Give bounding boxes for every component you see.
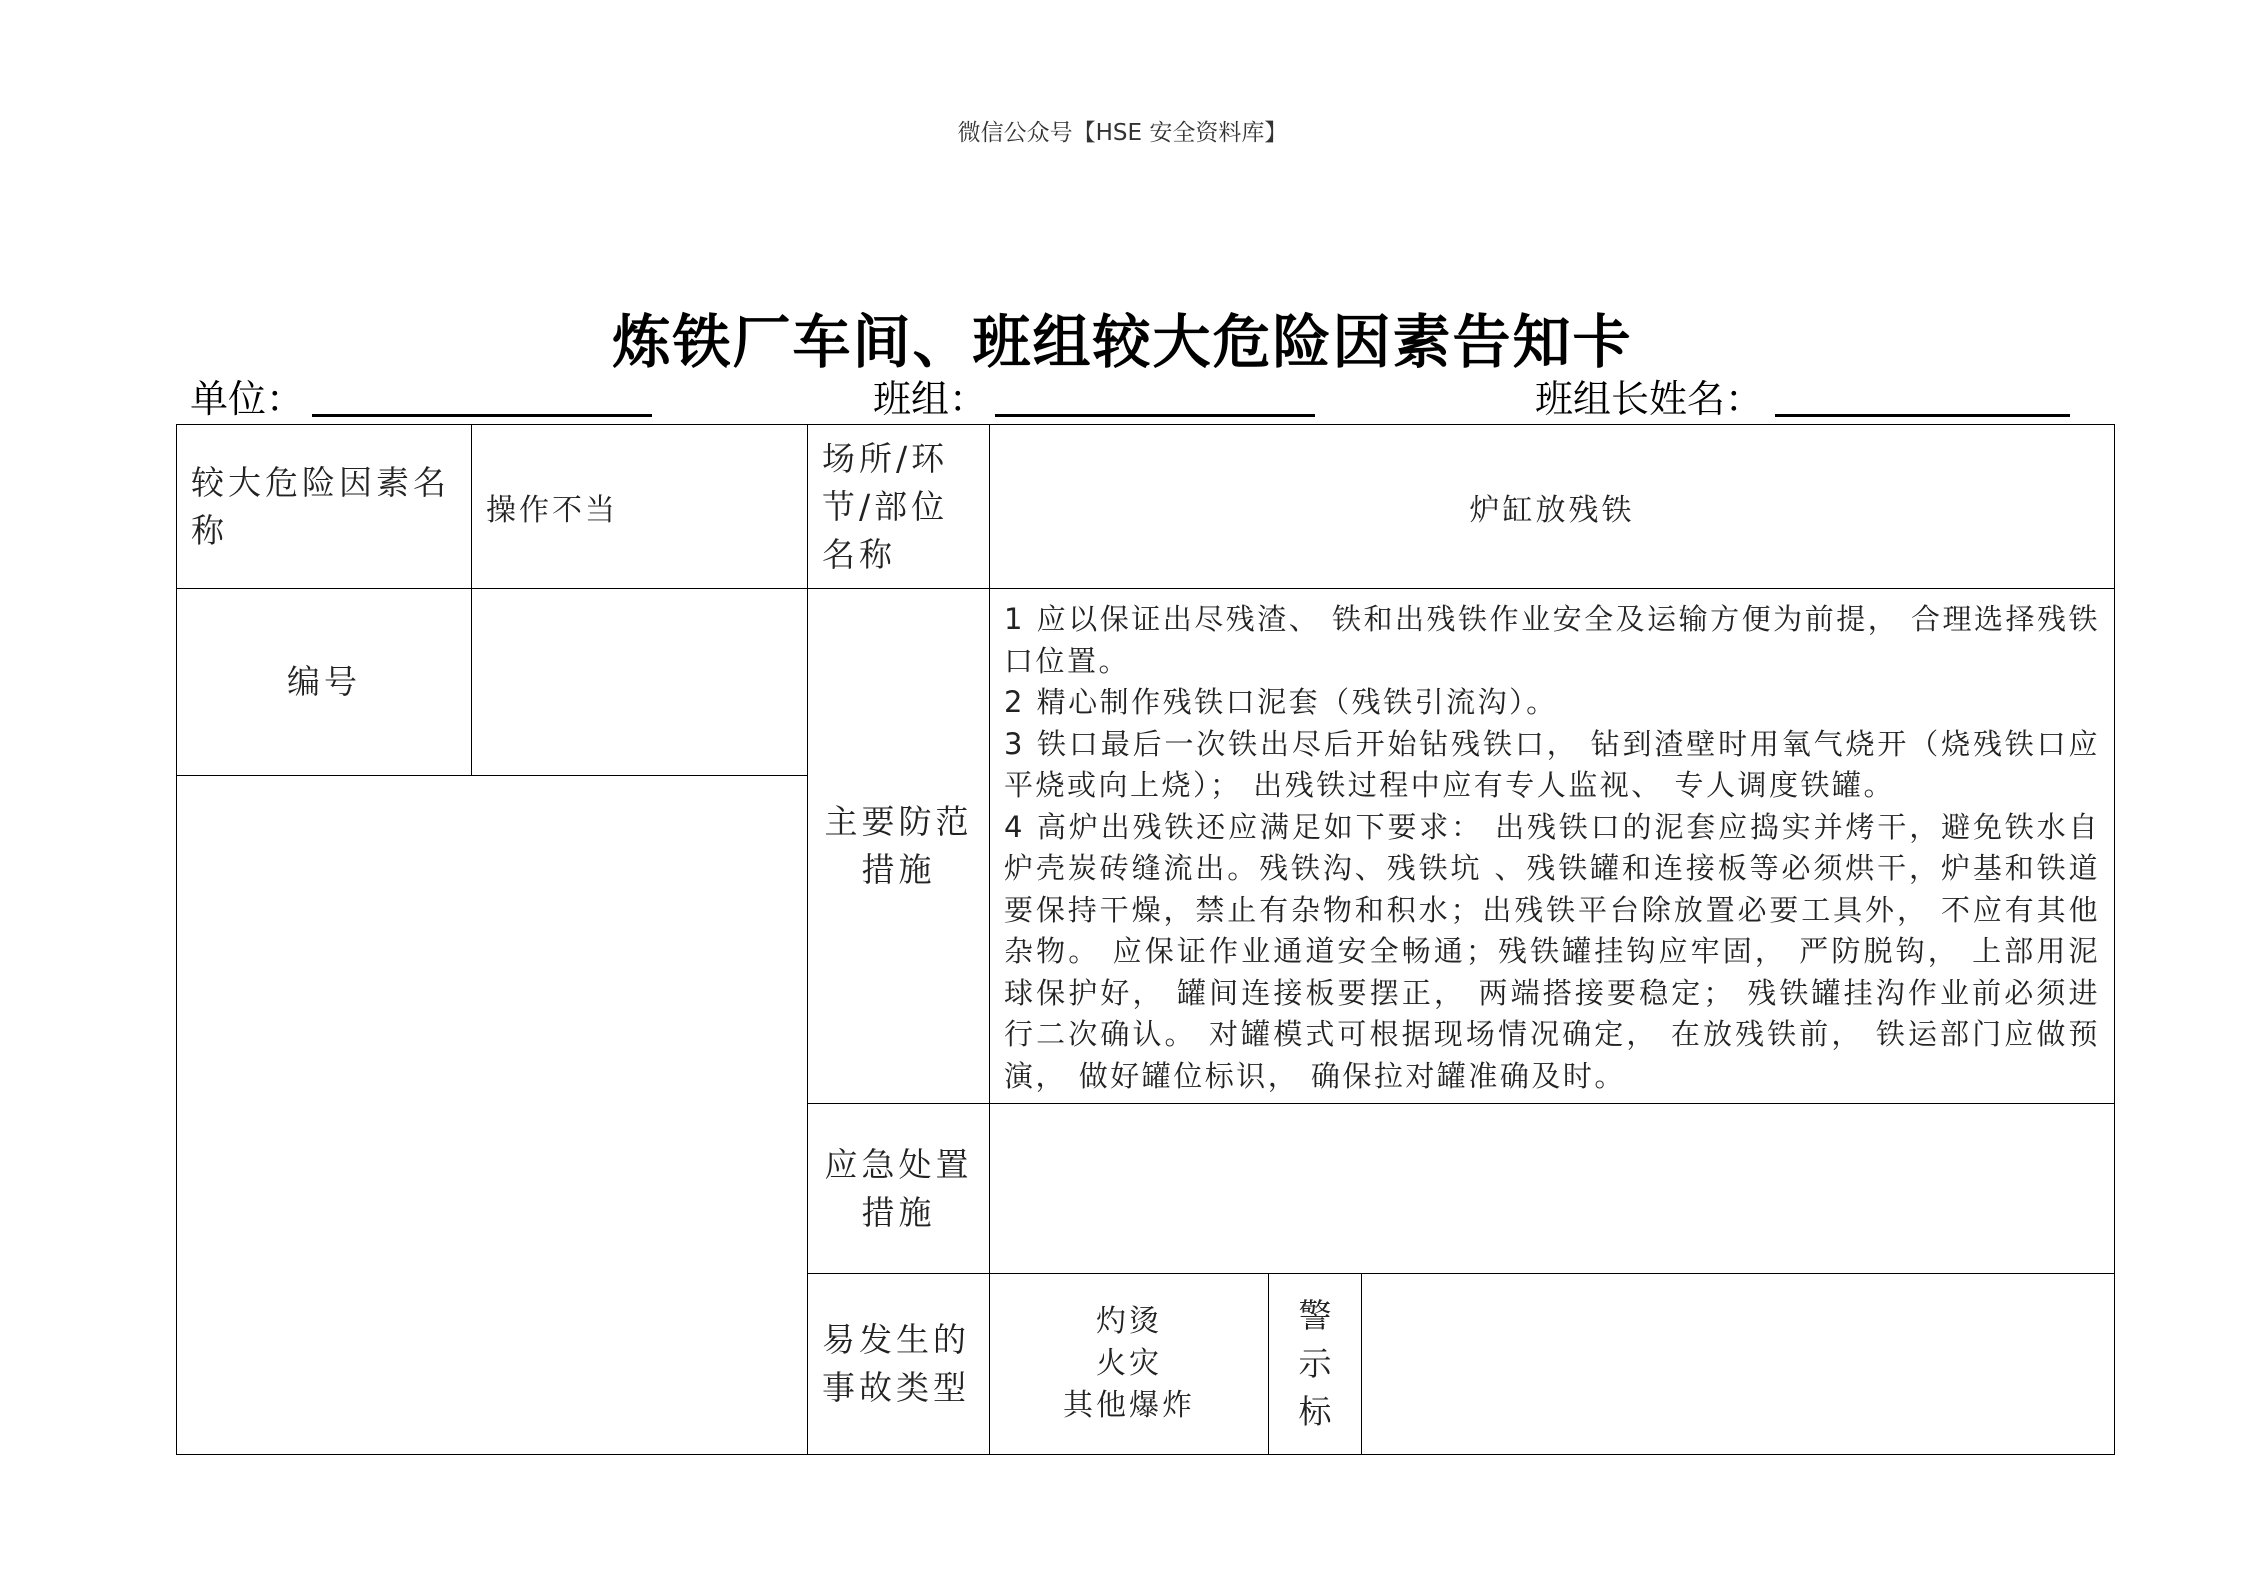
emergency-label: 应急处置措施 [808,1104,990,1274]
location-label: 场所/环节/部位名称 [808,425,990,589]
accident-types [990,1274,1269,1455]
accident-type-item: 灼烫 [1096,1304,1162,1339]
measure-item: 1 应以保证出尽残渣、 铁和出残铁作业安全及运输方便为前提， 合理选择残铁口位置。 [1004,602,2101,678]
warning-char: 示 [1298,1344,1332,1383]
accident-type-label: 易发生的事故类型 [808,1274,990,1455]
hazard-name-label: 较大危险因素名称 [177,425,472,589]
hazard-card-table [176,424,2115,1455]
warning-sign-area [1362,1274,2115,1455]
accident-type-item: 其他爆炸 [1063,1388,1195,1423]
emergency-value [990,1104,2115,1274]
team-blank-line [995,414,1315,417]
header-fields [190,368,2080,420]
unit-label: 单位： [190,377,305,421]
warning-char: 标 [1298,1392,1332,1431]
number-value [472,589,808,776]
number-label: 编号 [177,589,472,776]
warning-char: 警 [1298,1296,1332,1335]
blank-left-panel [177,776,808,1455]
leader-blank-line [1775,414,2070,417]
measure-item: 3 铁口最后一次铁出尽后开始钻残铁口， 钻到渣壁时用氧气烧开（烧残铁口应平烧或向上烧）； 出残铁过程中应有专人监视、 专人调度铁罐。 [1004,726,2101,802]
unit-blank-line [312,414,652,417]
accident-type-item: 火灾 [1096,1346,1162,1381]
leader-label: 班组长姓名： [1535,377,1764,421]
location-value: 炉缸放残铁 [990,425,2115,589]
team-label: 班组： [873,377,988,421]
page-title: 炼铁厂车间、班组较大危险因素告知卡 [612,308,1633,376]
watermark-text: 微信公众号【HSE 安全资料库】 [957,120,1288,146]
measures-content [990,589,2115,1104]
measure-item: 4 高炉出残铁还应满足如下要求： 出残铁口的泥套应捣实并烤干，避免铁水自炉壳炭砖缝流出。残铁沟、残铁坑 、残铁罐和连接板等必须烘干，炉基和铁道要保持干燥，禁止有杂物和积水；出残铁平台除放置必要工具外， 不应有其他杂物。 应保证作业通道安全畅通；残铁罐挂钩应牢固， 严防脱钩， 上部用泥球保护好， 罐间连接板要摆正， 两端搭接要稳定； 残铁罐挂沟作业前必须进行二次确认。 对罐模式可根据现场情况确定， 在放残铁前， 铁运部门应做预演， 做好罐位标识， 确保拉对罐准确及时。 [1004,809,2101,1093]
warning-sign-label [1269,1274,1362,1455]
hazard-name-value: 操作不当 [472,425,808,589]
measure-item: 2 精心制作残铁口泥套（残铁引流沟）。 [1004,685,1558,719]
measures-label: 主要防范措施 [808,589,990,1104]
